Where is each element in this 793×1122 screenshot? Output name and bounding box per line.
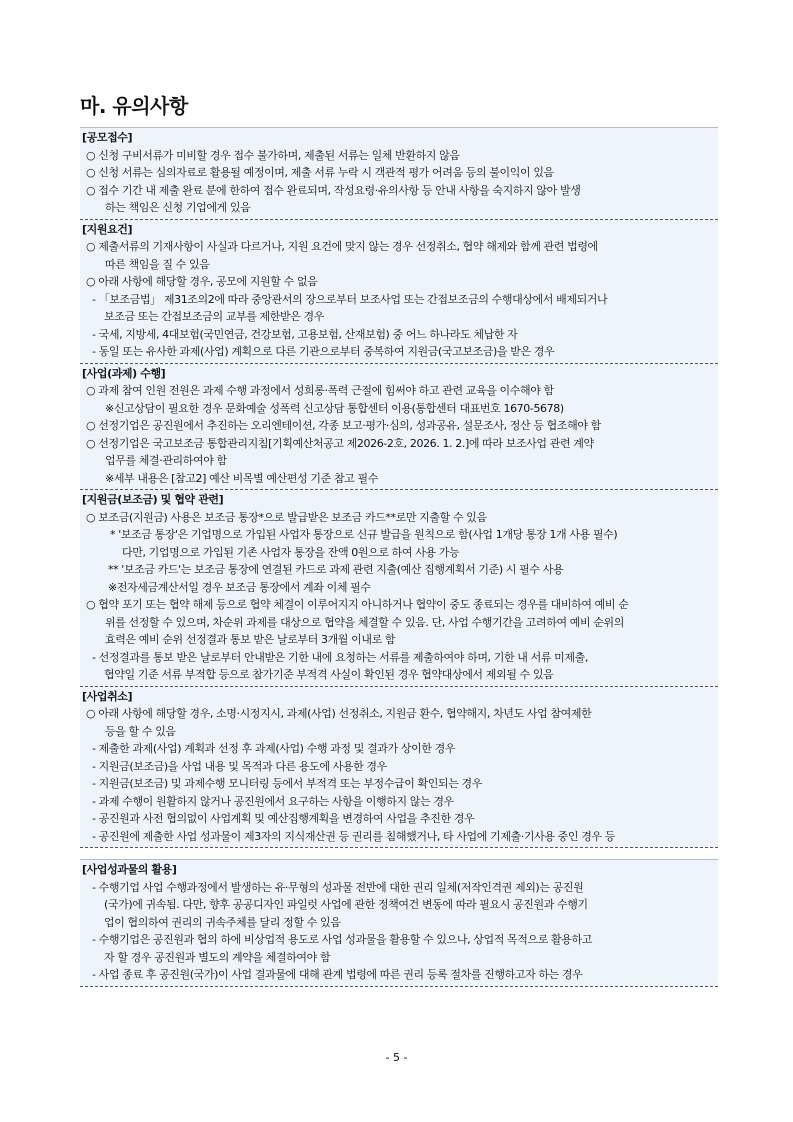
section-project-execution <box>80 364 718 491</box>
sub-item: - 국세, 지방세, 4대보험(국민연금, 건강보험, 고용보험, 산재보험) 중 어느 하나라도 체납한 자 <box>92 327 518 341</box>
list-item-continued: 위를 선정할 수 있으며, 차순위 과제를 대상으로 협약을 체결할 수 있음. 단, 사업 수행기간을 고려하여 예비 순위의 <box>105 615 625 629</box>
section-subsidy-agreement <box>80 490 718 687</box>
section-application <box>80 127 718 220</box>
list-item-continued: 업무를 체결·관리하여야 함 <box>105 454 227 467</box>
note-item: ※신고상담이 필요한 경우 문화예술 성폭력 신고상담 통합센터 이용(통합센터 대표번호 1670-5678) <box>105 401 564 415</box>
sub-item-continued: 협약일 기준 서류 부적합 등으로 참가기준 부적격 사실이 확인된 경우 협약대상에서 제외될 수 있음 <box>104 668 554 681</box>
sub-item-continued: (국가)에 귀속됨. 다만, 향후 공공디자인 파일럿 사업에 관한 정책여건 변동에 따라 필요시 공진원과 수행기 <box>104 898 588 911</box>
footnote-item: * '보조금 통장'은 기업명으로 가입된 사업자 통장으로 신규 발급을 원칙으로 함(사업 1개당 통장 1개 사용 필수) <box>110 528 618 541</box>
sub-item-continued: 보조금 또는 간접보조금의 교부를 제한받은 경우 <box>104 310 325 323</box>
list-item: ○ 보조금(지원금) 사용은 보조금 통장*으로 발급받은 보조금 카드**로만 지출할 수 있음 <box>86 510 487 524</box>
section-heading: [지원금(보조금) 및 협약 관련] <box>82 493 224 506</box>
page-number: - 5 - <box>385 1051 408 1064</box>
sub-item: - 지원금(보조금)을 사업 내용 및 목적과 다른 용도에 사용한 경우 <box>92 759 387 773</box>
sub-item: - 수행기업은 공진원과 협의 하에 비상업적 용도로 사업 성과물을 활용할 수 있으나, 상업적 목적으로 활용하고 <box>92 933 592 946</box>
section-cancellation <box>80 687 718 849</box>
section-requirements <box>80 220 718 364</box>
sub-item: - 공진원에 제출한 사업 성과물이 제3자의 지식재산권 등 권리를 침해했거나, 타 사업에 기제출·기사용 중인 경우 등 <box>92 829 615 843</box>
sub-item-continued: 업이 협의하여 권리의 귀속주체를 달리 정할 수 있음 <box>104 915 341 929</box>
note-item: ※전자세금계산서일 경우 보조금 통장에서 계좌 이체 필수 <box>108 580 371 594</box>
sub-item: - 선정결과를 통보 받은 날로부터 안내받은 기한 내에 요청하는 서류를 제출하여야 하며, 기한 내 서류 미제출, <box>92 650 588 664</box>
section-heading: [사업(과제) 수행] <box>82 366 166 380</box>
section-heading: [사업취소] <box>82 689 133 703</box>
sub-item: - 동일 또는 유사한 과제(사업) 계획으로 다른 기관으로부터 중복하여 지원금(국고보조금)을 받은 경우 <box>92 345 555 358</box>
section-heading: [지원요건] <box>82 222 133 236</box>
sub-item: - 수행기업 사업 수행과정에서 발생하는 유·무형의 성과물 전반에 대한 권리 일체(저작인격권 제외)는 공진원 <box>92 880 584 894</box>
list-item: ○ 제출서류의 기재사항이 사실과 다르거나, 지원 요건에 맞지 않는 경우 선정취소, 협약 해제와 함께 관련 법령에 <box>86 240 598 253</box>
sub-item-continued: 자 할 경우 공진원과 별도의 계약을 체결하여야 함 <box>104 950 331 964</box>
list-item-continued: 하는 책임은 신청 기업에게 있음 <box>105 201 251 214</box>
list-item: ○ 선정기업은 공진원에서 추진하는 오리엔테이션, 각종 보고·평가·심의, 성과공유, 설문조사, 정산 등 협조해야 함 <box>86 419 601 432</box>
section-heading: [공모접수] <box>82 131 133 144</box>
list-item-continued: 따른 책임을 질 수 있음 <box>105 257 210 271</box>
footnote-item-continued: 다만, 기업명으로 가입된 기존 사업자 통장을 잔액 0원으로 하여 사용 가능 <box>122 545 460 559</box>
sub-item: - 「보조금법」 제31조의2에 따라 중앙관서의 장으로부터 보조사업 또는 간접보조금의 수행대상에서 배제되거나 <box>92 292 608 306</box>
notice-content <box>80 127 718 987</box>
sub-item: - 과제 수행이 원활하지 않거나 공진원에서 요구하는 사항을 이행하지 않는 경우 <box>92 794 454 808</box>
list-item: ○ 아래 사항에 해당할 경우, 공모에 지원할 수 없음 <box>86 275 318 288</box>
list-item: ○ 신청 구비서류가 미비할 경우 접수 불가하며, 제출된 서류는 일체 반환하지 않음 <box>86 148 460 162</box>
page-title: 마. 유의사항 <box>80 94 188 118</box>
list-item: ○ 선정기업은 국고보조금 통합관리지침[기획예산처공고 제2026-2호, 2026. 1. 2.]에 따라 보조사업 관련 계약 <box>86 436 594 450</box>
list-item: ○ 접수 기간 내 제출 완료 분에 한하여 접수 완료되며, 작성요령·유의사항 등 안내 사항을 숙지하지 않아 발생 <box>86 183 581 197</box>
section-heading: [사업성과물의 활용] <box>82 863 177 876</box>
sub-item: - 제출한 과제(사업) 계획과 선정 후 과제(사업) 수행 과정 및 결과가 상이한 경우 <box>92 742 456 755</box>
sub-item: - 사업 종료 후 공진원(국가)이 사업 결과물에 대해 관계 법령에 따른 권리 등록 절차를 진행하고자 하는 경우 <box>92 968 583 981</box>
list-item: ○ 협약 포기 또는 협약 해제 등으로 협약 체결이 이루어지지 아니하거나 협약이 중도 종료되는 경우를 대비하여 예비 순 <box>86 598 629 611</box>
list-item-continued: 효력은 예비 순위 선정결과 통보 받은 날로부터 3개월 이내로 함 <box>105 633 396 646</box>
list-item: ○ 과제 참여 인원 전원은 과제 수행 과정에서 성희롱·폭력 근절에 힘써야 하고 관련 교육을 이수해야 함 <box>86 384 554 397</box>
footnote-item: ** '보조금 카드'는 보조금 통장에 연결된 카드로 과제 관련 지출(예산 집행계획서 기준) 시 필수 사용 <box>108 563 564 576</box>
sub-item: - 공진원과 사전 협의없이 사업계획 및 예산집행계획을 변경하여 사업을 추진한 경우 <box>92 812 475 825</box>
sub-item: - 지원금(보조금) 및 과제수행 모니터링 등에서 부적격 또는 부정수급이 확인되는 경우 <box>92 777 482 790</box>
note-item: ※세부 내용은 [참고2] 예산 비목별 예산편성 기준 참고 필수 <box>105 471 378 485</box>
list-item-continued: 등을 할 수 있음 <box>105 724 176 738</box>
list-item: ○ 신청 서류는 심의자료로 활용될 예정이며, 제출 서류 누락 시 객관적 평가 어려움 등의 불이익이 있음 <box>86 166 554 179</box>
list-item: ○ 아래 사항에 해당할 경우, 소명·시정지시, 과제(사업) 선정취소, 지원금 환수, 협약해지, 차년도 사업 참여제한 <box>86 707 592 720</box>
section-deliverables-use <box>80 859 718 987</box>
